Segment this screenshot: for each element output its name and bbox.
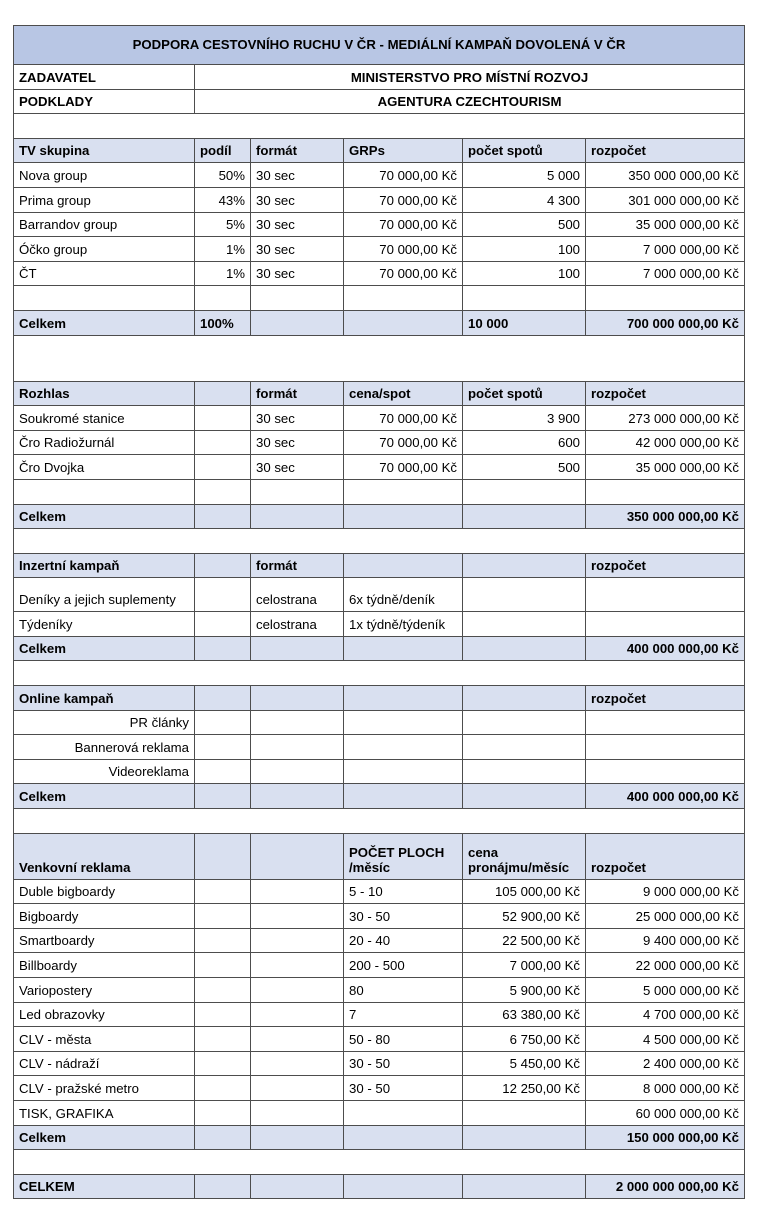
- online-cell: [195, 710, 251, 735]
- grand-total-cell: [463, 1174, 586, 1199]
- outdoor-total-cell: [463, 1125, 586, 1150]
- print-cell: [195, 612, 251, 637]
- print-row: [14, 612, 745, 637]
- radio-total-cell: [463, 504, 586, 529]
- print-cell: [586, 578, 745, 612]
- meta-value: AGENTURA CZECHTOURISM: [195, 89, 745, 114]
- tv-total-cell: 100%: [195, 310, 251, 335]
- cell: [195, 479, 251, 504]
- outdoor-cell: [251, 1100, 344, 1125]
- print-cell: [586, 612, 745, 637]
- outdoor-cell: 63 380,00 Kč: [463, 1002, 586, 1027]
- grand-total-row: [14, 1174, 745, 1199]
- tv-cell: 100: [463, 237, 586, 262]
- outdoor-total-cell: Celkem: [14, 1125, 195, 1150]
- outdoor-cell: 7: [344, 1002, 463, 1027]
- outdoor-cell: 20 - 40: [344, 928, 463, 953]
- cell: [344, 286, 463, 311]
- radio-cell: 600: [463, 430, 586, 455]
- radio-cell: 30 sec: [251, 430, 344, 455]
- tv-cell: 70 000,00 Kč: [344, 163, 463, 188]
- tv-cell: 30 sec: [251, 261, 344, 286]
- outdoor-cell: [251, 904, 344, 929]
- cell: [14, 661, 745, 686]
- outdoor-cell: Variopostery: [14, 978, 195, 1003]
- outdoor-header-cell: Venkovní reklama: [14, 833, 195, 879]
- outdoor-row: [14, 879, 745, 904]
- outdoor-cell: 200 - 500: [344, 953, 463, 978]
- outdoor-row: [14, 1051, 745, 1076]
- tv-cell: 500: [463, 212, 586, 237]
- online-header-row: [14, 686, 745, 711]
- cell: [14, 114, 745, 139]
- online-cell: [344, 735, 463, 760]
- radio-cell: 30 sec: [251, 406, 344, 431]
- outdoor-cell: 5 - 10: [344, 879, 463, 904]
- meta-label: PODKLADY: [14, 89, 195, 114]
- radio-total-cell: 350 000 000,00 Kč: [586, 504, 745, 529]
- print-cell: Týdeníky: [14, 612, 195, 637]
- outdoor-total-row: [14, 1125, 745, 1150]
- cell: [14, 335, 745, 381]
- spacer-row: [14, 529, 745, 554]
- outdoor-cell: TISK, GRAFIKA: [14, 1100, 195, 1125]
- radio-cell: 42 000 000,00 Kč: [586, 430, 745, 455]
- outdoor-cell: 80: [344, 978, 463, 1003]
- outdoor-total-cell: [251, 1125, 344, 1150]
- outdoor-cell: 22 500,00 Kč: [463, 928, 586, 953]
- online-header-cell: [251, 686, 344, 711]
- radio-total-cell: [251, 504, 344, 529]
- cell: [463, 286, 586, 311]
- outdoor-cell: 4 700 000,00 Kč: [586, 1002, 745, 1027]
- radio-cell: 35 000 000,00 Kč: [586, 455, 745, 480]
- tv-cell: 30 sec: [251, 212, 344, 237]
- tv-cell: 70 000,00 Kč: [344, 237, 463, 262]
- page-title: PODPORA CESTOVNÍHO RUCHU V ČR - MEDIÁLNÍ KAMPAŇ DOVOLENÁ V ČR: [14, 26, 745, 65]
- online-cell: [344, 759, 463, 784]
- tv-cell: 30 sec: [251, 237, 344, 262]
- tv-header-row: [14, 138, 745, 163]
- outdoor-cell: Duble bigboardy: [14, 879, 195, 904]
- tv-cell: 43%: [195, 187, 251, 212]
- radio-header-cell: počet spotů: [463, 381, 586, 406]
- outdoor-cell: 22 000 000,00 Kč: [586, 953, 745, 978]
- tv-cell: 70 000,00 Kč: [344, 212, 463, 237]
- meta-row: [14, 65, 745, 90]
- online-cell: PR články: [14, 710, 195, 735]
- tv-cell: Nova group: [14, 163, 195, 188]
- online-cell: [195, 759, 251, 784]
- outdoor-cell: 105 000,00 Kč: [463, 879, 586, 904]
- outdoor-cell: [251, 1027, 344, 1052]
- outdoor-header-cell: cena pronájmu/měsíc: [463, 833, 586, 879]
- radio-cell: 70 000,00 Kč: [344, 455, 463, 480]
- tv-cell: 4 300: [463, 187, 586, 212]
- outdoor-total-cell: [195, 1125, 251, 1150]
- grand-total-cell: [195, 1174, 251, 1199]
- print-row: [14, 578, 745, 612]
- online-cell: [344, 710, 463, 735]
- radio-header-cell: rozpočet: [586, 381, 745, 406]
- cell: [586, 286, 745, 311]
- radio-header-cell: Rozhlas: [14, 381, 195, 406]
- outdoor-row: [14, 1076, 745, 1101]
- tv-header-cell: počet spotů: [463, 138, 586, 163]
- cell: [14, 809, 745, 834]
- outdoor-row: [14, 1027, 745, 1052]
- outdoor-cell: [195, 1002, 251, 1027]
- budget-table: [13, 25, 745, 1199]
- outdoor-cell: 30 - 50: [344, 1076, 463, 1101]
- outdoor-cell: Smartboardy: [14, 928, 195, 953]
- radio-cell: 3 900: [463, 406, 586, 431]
- outdoor-cell: 50 - 80: [344, 1027, 463, 1052]
- print-header-cell: [344, 553, 463, 578]
- tv-cell: 30 sec: [251, 163, 344, 188]
- print-header-row: [14, 553, 745, 578]
- outdoor-cell: [463, 1100, 586, 1125]
- outdoor-cell: [251, 1076, 344, 1101]
- cell: [195, 286, 251, 311]
- grand-total-cell: 2 000 000 000,00 Kč: [586, 1174, 745, 1199]
- outdoor-cell: 5 900,00 Kč: [463, 978, 586, 1003]
- outdoor-cell: 9 000 000,00 Kč: [586, 879, 745, 904]
- outdoor-cell: CLV - pražské metro: [14, 1076, 195, 1101]
- outdoor-row: [14, 1100, 745, 1125]
- outdoor-cell: [195, 928, 251, 953]
- outdoor-cell: 9 400 000,00 Kč: [586, 928, 745, 953]
- online-cell: [195, 735, 251, 760]
- tv-cell: Barrandov group: [14, 212, 195, 237]
- online-header-cell: rozpočet: [586, 686, 745, 711]
- online-cell: [463, 710, 586, 735]
- online-total-cell: 400 000 000,00 Kč: [586, 784, 745, 809]
- radio-row: [14, 430, 745, 455]
- print-cell: celostrana: [251, 612, 344, 637]
- tv-cell: Óčko group: [14, 237, 195, 262]
- outdoor-cell: 6 750,00 Kč: [463, 1027, 586, 1052]
- print-header-cell: [463, 553, 586, 578]
- print-header-cell: Inzertní kampaň: [14, 553, 195, 578]
- print-total-cell: [195, 636, 251, 661]
- online-row: [14, 759, 745, 784]
- spacer-row: [14, 1150, 745, 1175]
- online-header-cell: [195, 686, 251, 711]
- tv-cell: 100: [463, 261, 586, 286]
- outdoor-cell: [195, 904, 251, 929]
- outdoor-row: [14, 978, 745, 1003]
- meta-row: [14, 89, 745, 114]
- outdoor-cell: 2 400 000,00 Kč: [586, 1051, 745, 1076]
- online-total-row: [14, 784, 745, 809]
- online-cell: [251, 710, 344, 735]
- outdoor-header-cell: [195, 833, 251, 879]
- outdoor-cell: [195, 953, 251, 978]
- tv-cell: 70 000,00 Kč: [344, 187, 463, 212]
- outdoor-cell: 8 000 000,00 Kč: [586, 1076, 745, 1101]
- outdoor-cell: Billboardy: [14, 953, 195, 978]
- print-header-cell: rozpočet: [586, 553, 745, 578]
- outdoor-total-cell: 150 000 000,00 Kč: [586, 1125, 745, 1150]
- radio-total-cell: [344, 504, 463, 529]
- outdoor-cell: 7 000,00 Kč: [463, 953, 586, 978]
- print-header-cell: formát: [251, 553, 344, 578]
- outdoor-cell: 5 450,00 Kč: [463, 1051, 586, 1076]
- grand-total-cell: [344, 1174, 463, 1199]
- tv-row: [14, 163, 745, 188]
- radio-total-cell: [195, 504, 251, 529]
- online-cell: [586, 759, 745, 784]
- tv-row: [14, 237, 745, 262]
- outdoor-header-cell: [251, 833, 344, 879]
- outdoor-cell: 4 500 000,00 Kč: [586, 1027, 745, 1052]
- online-total-cell: [463, 784, 586, 809]
- tv-cell: 7 000 000,00 Kč: [586, 237, 745, 262]
- tv-cell: 350 000 000,00 Kč: [586, 163, 745, 188]
- outdoor-cell: [195, 1051, 251, 1076]
- spacer-row: [14, 286, 745, 311]
- outdoor-cell: 30 - 50: [344, 904, 463, 929]
- meta-label: ZADAVATEL: [14, 65, 195, 90]
- tv-cell: 301 000 000,00 Kč: [586, 187, 745, 212]
- spacer-row: [14, 661, 745, 686]
- outdoor-cell: [344, 1100, 463, 1125]
- grand-total-cell: [251, 1174, 344, 1199]
- print-cell: Deníky a jejich suplementy: [14, 578, 195, 612]
- outdoor-cell: [195, 1100, 251, 1125]
- outdoor-cell: [251, 1051, 344, 1076]
- print-header-cell: [195, 553, 251, 578]
- tv-cell: 70 000,00 Kč: [344, 261, 463, 286]
- radio-cell: 70 000,00 Kč: [344, 406, 463, 431]
- outdoor-header-row: [14, 833, 745, 879]
- outdoor-cell: 25 000 000,00 Kč: [586, 904, 745, 929]
- tv-row: [14, 261, 745, 286]
- online-total-cell: [344, 784, 463, 809]
- tv-header-cell: formát: [251, 138, 344, 163]
- print-cell: [463, 612, 586, 637]
- spacer-row: [14, 335, 745, 381]
- tv-cell: 1%: [195, 261, 251, 286]
- radio-cell: 70 000,00 Kč: [344, 430, 463, 455]
- outdoor-cell: Bigboardy: [14, 904, 195, 929]
- online-total-cell: Celkem: [14, 784, 195, 809]
- online-row: [14, 735, 745, 760]
- online-header-cell: Online kampaň: [14, 686, 195, 711]
- tv-header-cell: rozpočet: [586, 138, 745, 163]
- radio-header-row: [14, 381, 745, 406]
- online-row: [14, 710, 745, 735]
- cell: [14, 286, 195, 311]
- outdoor-cell: 5 000 000,00 Kč: [586, 978, 745, 1003]
- print-total-row: [14, 636, 745, 661]
- radio-cell: 30 sec: [251, 455, 344, 480]
- outdoor-header-cell: rozpočet: [586, 833, 745, 879]
- tv-cell: 5 000: [463, 163, 586, 188]
- print-cell: [463, 578, 586, 612]
- radio-cell: 273 000 000,00 Kč: [586, 406, 745, 431]
- print-cell: 1x týdně/týdeník: [344, 612, 463, 637]
- outdoor-cell: 30 - 50: [344, 1051, 463, 1076]
- online-cell: [463, 735, 586, 760]
- radio-header-cell: cena/spot: [344, 381, 463, 406]
- print-total-cell: Celkem: [14, 636, 195, 661]
- print-total-cell: 400 000 000,00 Kč: [586, 636, 745, 661]
- outdoor-cell: [251, 1002, 344, 1027]
- cell: [14, 529, 745, 554]
- spacer-row: [14, 114, 745, 139]
- outdoor-header-cell: POČET PLOCH /měsíc: [344, 833, 463, 879]
- outdoor-cell: CLV - nádraží: [14, 1051, 195, 1076]
- outdoor-cell: 12 250,00 Kč: [463, 1076, 586, 1101]
- radio-cell: [195, 430, 251, 455]
- online-header-cell: [463, 686, 586, 711]
- cell: [14, 479, 195, 504]
- outdoor-row: [14, 904, 745, 929]
- outdoor-cell: [251, 978, 344, 1003]
- outdoor-total-cell: [344, 1125, 463, 1150]
- radio-header-cell: [195, 381, 251, 406]
- tv-cell: 5%: [195, 212, 251, 237]
- print-cell: celostrana: [251, 578, 344, 612]
- online-total-cell: [195, 784, 251, 809]
- tv-total-cell: [251, 310, 344, 335]
- tv-cell: 50%: [195, 163, 251, 188]
- cell: [463, 479, 586, 504]
- outdoor-cell: 52 900,00 Kč: [463, 904, 586, 929]
- tv-header-cell: podíl: [195, 138, 251, 163]
- cell: [344, 479, 463, 504]
- radio-row: [14, 455, 745, 480]
- radio-cell: [195, 455, 251, 480]
- cell: [14, 1150, 745, 1175]
- online-cell: [463, 759, 586, 784]
- outdoor-cell: Led obrazovky: [14, 1002, 195, 1027]
- online-cell: [586, 735, 745, 760]
- tv-row: [14, 187, 745, 212]
- cell: [251, 286, 344, 311]
- radio-row: [14, 406, 745, 431]
- print-total-cell: [463, 636, 586, 661]
- cell: [586, 479, 745, 504]
- outdoor-row: [14, 953, 745, 978]
- radio-header-cell: formát: [251, 381, 344, 406]
- outdoor-row: [14, 928, 745, 953]
- spacer-row: [14, 809, 745, 834]
- radio-total-row: [14, 504, 745, 529]
- spacer-row: [14, 479, 745, 504]
- outdoor-cell: [195, 1027, 251, 1052]
- tv-total-cell: 10 000: [463, 310, 586, 335]
- outdoor-cell: [195, 1076, 251, 1101]
- tv-header-cell: GRPs: [344, 138, 463, 163]
- online-cell: Bannerová reklama: [14, 735, 195, 760]
- title-row: [14, 26, 745, 65]
- radio-cell: Soukromé stanice: [14, 406, 195, 431]
- online-cell: [251, 735, 344, 760]
- tv-total-cell: [344, 310, 463, 335]
- online-cell: [251, 759, 344, 784]
- outdoor-cell: 60 000 000,00 Kč: [586, 1100, 745, 1125]
- radio-cell: [195, 406, 251, 431]
- tv-cell: 30 sec: [251, 187, 344, 212]
- radio-cell: Čro Radiožurnál: [14, 430, 195, 455]
- online-cell: [586, 710, 745, 735]
- outdoor-cell: CLV - města: [14, 1027, 195, 1052]
- radio-total-cell: Celkem: [14, 504, 195, 529]
- print-total-cell: [344, 636, 463, 661]
- tv-cell: ČT: [14, 261, 195, 286]
- cell: [251, 479, 344, 504]
- print-total-cell: [251, 636, 344, 661]
- online-total-cell: [251, 784, 344, 809]
- tv-total-cell: Celkem: [14, 310, 195, 335]
- tv-row: [14, 212, 745, 237]
- outdoor-cell: [195, 978, 251, 1003]
- outdoor-cell: [195, 879, 251, 904]
- outdoor-cell: [251, 953, 344, 978]
- outdoor-cell: [251, 928, 344, 953]
- radio-cell: Čro Dvojka: [14, 455, 195, 480]
- radio-cell: 500: [463, 455, 586, 480]
- tv-total-cell: 700 000 000,00 Kč: [586, 310, 745, 335]
- tv-total-row: [14, 310, 745, 335]
- tv-header-cell: TV skupina: [14, 138, 195, 163]
- tv-cell: 35 000 000,00 Kč: [586, 212, 745, 237]
- outdoor-cell: [251, 879, 344, 904]
- grand-total-cell: CELKEM: [14, 1174, 195, 1199]
- outdoor-row: [14, 1002, 745, 1027]
- print-cell: 6x týdně/deník: [344, 578, 463, 612]
- online-header-cell: [344, 686, 463, 711]
- meta-value: MINISTERSTVO PRO MÍSTNÍ ROZVOJ: [195, 65, 745, 90]
- tv-cell: 7 000 000,00 Kč: [586, 261, 745, 286]
- tv-cell: Prima group: [14, 187, 195, 212]
- print-cell: [195, 578, 251, 612]
- online-cell: Videoreklama: [14, 759, 195, 784]
- tv-cell: 1%: [195, 237, 251, 262]
